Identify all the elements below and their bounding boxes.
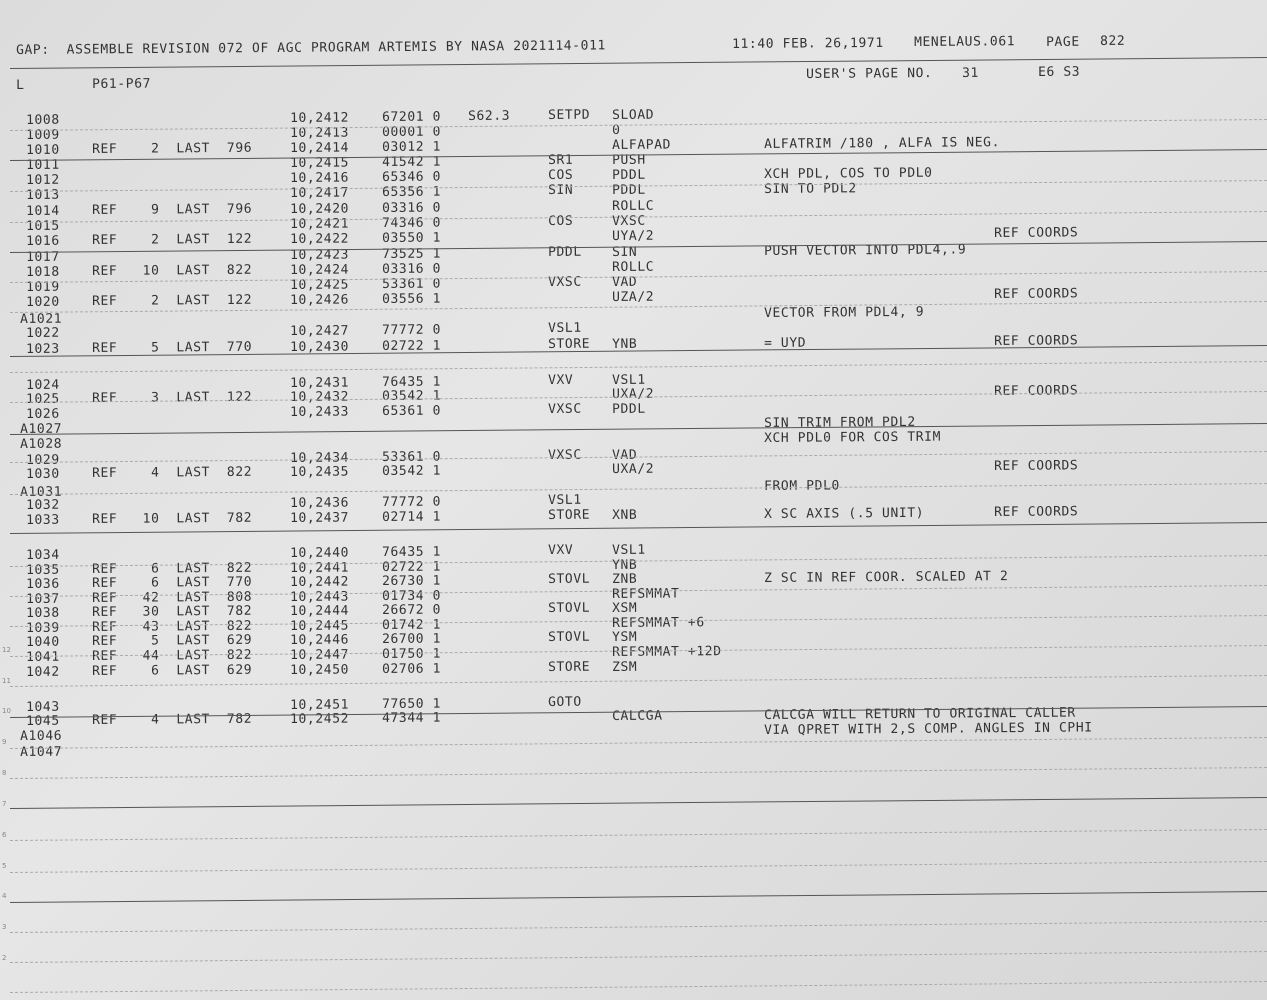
row-opcode: SETPD bbox=[547, 107, 591, 124]
faint-ruled-line bbox=[10, 861, 1267, 873]
listing-site: MENELAUS.061 bbox=[913, 34, 1016, 50]
row-line-number: 1022 bbox=[25, 325, 60, 341]
row-comment: SIN TRIM FROM PDL2 bbox=[763, 414, 916, 431]
row-octal-word: 01750 1 bbox=[381, 646, 442, 662]
row-operand: VAD bbox=[611, 274, 638, 290]
row-ref: REF 44 LAST 822 bbox=[91, 647, 253, 665]
row-address: 10,2437 bbox=[289, 510, 350, 526]
row-opcode: VSL1 bbox=[547, 321, 582, 337]
row-operand: PDDL bbox=[611, 401, 646, 417]
row-line-number: A1027 bbox=[19, 421, 63, 437]
row-octal-word: 53361 0 bbox=[381, 276, 442, 292]
margin-tick: 9 bbox=[2, 738, 7, 746]
row-line-number: A1046 bbox=[19, 728, 63, 744]
row-line-number: 1042 bbox=[25, 664, 60, 680]
faint-ruled-line bbox=[10, 981, 1267, 993]
row-octal-word: 65361 0 bbox=[381, 403, 442, 419]
margin-tick: 2 bbox=[2, 954, 7, 962]
row-line-number: 1014 bbox=[25, 203, 60, 219]
row-operand: VSL1 bbox=[611, 372, 646, 388]
row-opcode: STORE bbox=[547, 336, 591, 353]
row-opcode: VXSC bbox=[547, 448, 582, 464]
row-address: 10,2420 bbox=[289, 201, 350, 217]
row-address: 10,2414 bbox=[289, 140, 350, 156]
row-octal-word: 74346 0 bbox=[381, 215, 442, 231]
row-octal-word: 03542 1 bbox=[381, 463, 442, 479]
row-opcode: STORE bbox=[547, 507, 591, 524]
row-ref: REF 3 LAST 122 bbox=[91, 389, 253, 407]
row-octal-word: 02706 1 bbox=[381, 661, 442, 677]
row-address: 10,2445 bbox=[289, 618, 350, 634]
row-line-number: 1038 bbox=[25, 605, 60, 621]
row-ref: REF 6 LAST 629 bbox=[91, 662, 253, 680]
row-comment: XCH PDL, COS TO PDL0 bbox=[763, 165, 933, 182]
row-address: 10,2442 bbox=[289, 574, 350, 590]
row-ref: REF 5 LAST 770 bbox=[91, 339, 253, 357]
row-address: 10,2432 bbox=[289, 389, 350, 405]
row-operand: PDDL bbox=[611, 182, 646, 198]
faint-ruled-line bbox=[10, 483, 1267, 495]
row-line-number: 1026 bbox=[25, 406, 60, 422]
row-operand: VXSC bbox=[611, 213, 646, 229]
margin-tick: 10 bbox=[2, 707, 11, 715]
margin-tick: 8 bbox=[2, 769, 7, 777]
row-operand: ALFAPAD bbox=[611, 137, 672, 153]
row-line-number: 1025 bbox=[25, 391, 60, 407]
row-opcode: VXSC bbox=[547, 275, 582, 291]
row-operand: ZNB bbox=[611, 571, 638, 587]
row-address: 10,2423 bbox=[289, 247, 350, 263]
row-comment: = UYD bbox=[763, 335, 807, 351]
row-octal-word: 65346 0 bbox=[381, 169, 442, 185]
row-opcode: VSL1 bbox=[547, 493, 582, 509]
row-line-number: 1024 bbox=[25, 377, 60, 393]
row-octal-word: 77650 1 bbox=[381, 696, 442, 712]
row-octal-word: 03556 1 bbox=[381, 291, 442, 307]
row-address: 10,2422 bbox=[289, 231, 350, 247]
row-line-number: A1028 bbox=[19, 436, 63, 452]
margin-tick: 7 bbox=[2, 800, 7, 808]
row-ref-coords: REF COORDS bbox=[993, 457, 1079, 474]
row-ref: REF 6 LAST 770 bbox=[91, 574, 253, 592]
row-octal-word: 76435 1 bbox=[381, 374, 442, 390]
row-line-number: 1043 bbox=[25, 699, 60, 715]
row-operand: CALCGA bbox=[611, 708, 663, 724]
margin-tick: 11 bbox=[2, 677, 11, 685]
row-address: 10,2431 bbox=[289, 375, 350, 391]
row-operand: YNB bbox=[611, 557, 638, 573]
row-line-number: 1023 bbox=[25, 341, 60, 357]
row-line-number: 1040 bbox=[25, 634, 60, 650]
row-ref: REF 5 LAST 629 bbox=[91, 632, 253, 650]
row-octal-word: 73525 1 bbox=[381, 246, 442, 262]
row-line-number: A1021 bbox=[19, 311, 63, 327]
program-section: P61-P67 bbox=[91, 76, 152, 92]
row-opcode: STOVL bbox=[547, 629, 591, 646]
row-operand: ROLLC bbox=[611, 198, 655, 214]
row-comment: XCH PDL0 FOR COS TRIM bbox=[763, 429, 942, 446]
row-opcode: STOVL bbox=[547, 571, 591, 588]
page-label: PAGE bbox=[1045, 34, 1080, 50]
row-octal-word: 67201 0 bbox=[381, 109, 442, 125]
row-address: 10,2452 bbox=[289, 711, 350, 727]
row-comment: Z SC IN REF COOR. SCALED AT 2 bbox=[763, 568, 1009, 586]
row-operand: PDDL bbox=[611, 167, 646, 183]
row-opcode: SR1 bbox=[547, 153, 574, 169]
row-octal-word: 00001 0 bbox=[381, 124, 442, 140]
row-opcode: VXV bbox=[547, 373, 574, 389]
row-line-number: 1009 bbox=[25, 127, 60, 143]
row-address: 10,2433 bbox=[289, 404, 350, 420]
row-ref: REF 2 LAST 796 bbox=[91, 140, 253, 158]
row-address: 10,2424 bbox=[289, 262, 350, 278]
page-number: 822 bbox=[1099, 33, 1126, 49]
row-comment: CALCGA WILL RETURN TO ORIGINAL CALLER bbox=[763, 705, 1076, 723]
row-operand: REFSMMAT +6 bbox=[611, 615, 705, 631]
row-line-number: 1012 bbox=[25, 172, 60, 188]
row-line-number: 1039 bbox=[25, 620, 60, 636]
row-ref-coords: REF COORDS bbox=[993, 503, 1079, 520]
row-opcode: GOTO bbox=[547, 695, 582, 711]
row-ref: REF 43 LAST 822 bbox=[91, 618, 253, 636]
row-operand: VSL1 bbox=[611, 542, 646, 558]
row-octal-word: 01734 0 bbox=[381, 588, 442, 604]
row-octal-word: 26672 0 bbox=[381, 602, 442, 618]
row-operand: XNB bbox=[611, 507, 638, 523]
row-octal-word: 47344 1 bbox=[381, 710, 442, 726]
row-address: 10,2421 bbox=[289, 216, 350, 232]
row-opcode: STORE bbox=[547, 659, 591, 676]
row-line-number: 1017 bbox=[25, 249, 60, 265]
row-octal-word: 03012 1 bbox=[381, 139, 442, 155]
row-octal-word: 53361 0 bbox=[381, 449, 442, 465]
row-ref: REF 2 LAST 122 bbox=[91, 231, 253, 249]
row-ref: REF 4 LAST 782 bbox=[91, 711, 253, 729]
row-ref-coords: REF COORDS bbox=[993, 224, 1079, 241]
row-address: 10,2451 bbox=[289, 697, 350, 713]
row-octal-word: 02722 1 bbox=[381, 338, 442, 354]
row-opcode: COS bbox=[547, 168, 574, 184]
row-comment: FROM PDL0 bbox=[763, 477, 840, 494]
row-line-number: 1029 bbox=[25, 452, 60, 468]
row-octal-word: 26730 1 bbox=[381, 573, 442, 589]
row-address: 10,2440 bbox=[289, 545, 350, 561]
faint-ruled-line bbox=[10, 767, 1267, 779]
row-opcode: SIN bbox=[547, 183, 574, 199]
row-octal-word: 02714 1 bbox=[381, 509, 442, 525]
row-ref-coords: REF COORDS bbox=[993, 332, 1079, 349]
row-ref: REF 2 LAST 122 bbox=[91, 292, 253, 310]
row-address: 10,2436 bbox=[289, 495, 350, 511]
row-octal-word: 02722 1 bbox=[381, 559, 442, 575]
row-operand: YNB bbox=[611, 336, 638, 352]
row-operand: REFSMMAT bbox=[611, 586, 680, 602]
faint-ruled-line bbox=[10, 361, 1267, 373]
row-address: 10,2415 bbox=[289, 155, 350, 171]
row-address: 10,2434 bbox=[289, 450, 350, 466]
listing-mode: L bbox=[15, 77, 25, 93]
row-octal-word: 26700 1 bbox=[381, 631, 442, 647]
margin-tick: 5 bbox=[2, 862, 7, 870]
row-octal-word: 41542 1 bbox=[381, 154, 442, 170]
row-address: 10,2441 bbox=[289, 560, 350, 576]
row-line-number: 1013 bbox=[25, 187, 60, 203]
row-address: 10,2446 bbox=[289, 632, 350, 648]
ruled-line bbox=[10, 797, 1267, 809]
row-ref: REF 10 LAST 822 bbox=[91, 262, 253, 280]
row-opcode: VXSC bbox=[547, 402, 582, 418]
row-address: 10,2450 bbox=[289, 662, 350, 678]
row-comment: PUSH VECTOR INTO PDL4,.9 bbox=[763, 241, 967, 259]
row-line-number: 1020 bbox=[25, 294, 60, 310]
row-line-number: 1041 bbox=[25, 649, 60, 665]
row-opcode: COS bbox=[547, 214, 574, 230]
row-operand: UXA/2 bbox=[611, 461, 655, 477]
row-address: 10,2413 bbox=[289, 125, 350, 141]
row-operand: 0 bbox=[611, 122, 621, 138]
row-address: 10,2427 bbox=[289, 323, 350, 339]
faint-ruled-line bbox=[10, 829, 1267, 841]
row-address: 10,2447 bbox=[289, 647, 350, 663]
row-opcode: STOVL bbox=[547, 600, 591, 617]
row-line-number: 1008 bbox=[25, 112, 60, 128]
listing-code: E6 S3 bbox=[1037, 64, 1081, 80]
row-address: 10,2417 bbox=[289, 185, 350, 201]
row-line-number: 1035 bbox=[25, 562, 60, 578]
row-line-number: 1015 bbox=[25, 218, 60, 234]
row-line-number: 1030 bbox=[25, 466, 60, 482]
row-address: 10,2426 bbox=[289, 292, 350, 308]
row-comment: ALFATRIM /180 , ALFA IS NEG. bbox=[763, 134, 1001, 152]
row-operand: YSM bbox=[611, 629, 638, 645]
row-address: 10,2435 bbox=[289, 464, 350, 480]
row-address: 10,2425 bbox=[289, 277, 350, 293]
ruled-line bbox=[10, 891, 1267, 903]
margin-tick: 4 bbox=[2, 892, 7, 900]
row-line-number: 1037 bbox=[25, 591, 60, 607]
margin-tick: 6 bbox=[2, 831, 7, 839]
listing-time-date: 11:40 FEB. 26,1971 bbox=[731, 35, 884, 52]
row-octal-word: 77772 0 bbox=[381, 494, 442, 510]
row-line-number: 1011 bbox=[25, 157, 60, 173]
faint-ruled-line bbox=[10, 951, 1267, 963]
faint-ruled-line bbox=[10, 737, 1267, 749]
row-comment: X SC AXIS (.5 UNIT) bbox=[763, 505, 925, 522]
row-line-number: 1033 bbox=[25, 512, 60, 528]
row-operand: UZA/2 bbox=[611, 289, 655, 305]
row-operand: UYA/2 bbox=[611, 228, 655, 244]
margin-tick: 3 bbox=[2, 923, 7, 931]
row-line-number: 1032 bbox=[25, 497, 60, 513]
row-octal-word: 77772 0 bbox=[381, 322, 442, 338]
row-ref-coords: REF COORDS bbox=[993, 382, 1079, 399]
row-line-number: 1018 bbox=[25, 264, 60, 280]
row-address: 10,2443 bbox=[289, 589, 350, 605]
row-symbol: S62.3 bbox=[467, 108, 511, 125]
row-operand: ZSM bbox=[611, 659, 638, 675]
row-octal-word: 76435 1 bbox=[381, 544, 442, 560]
row-octal-word: 03316 0 bbox=[381, 200, 442, 216]
row-comment: VIA QPRET WITH 2,S COMP. ANGLES IN CPHI bbox=[763, 719, 1093, 738]
row-opcode: PDDL bbox=[547, 245, 582, 261]
row-operand: ROLLC bbox=[611, 259, 655, 275]
row-address: 10,2416 bbox=[289, 170, 350, 186]
ruled-line bbox=[10, 423, 1267, 435]
row-operand: REFSMMAT +12D bbox=[611, 643, 722, 660]
row-comment: SIN TO PDL2 bbox=[763, 180, 857, 197]
row-ref: REF 4 LAST 822 bbox=[91, 464, 253, 482]
row-operand: SLOAD bbox=[611, 107, 655, 123]
row-address: 10,2444 bbox=[289, 603, 350, 619]
users-page-label: USER'S PAGE NO. bbox=[805, 66, 933, 82]
row-line-number: 1045 bbox=[25, 713, 60, 729]
row-octal-word: 03550 1 bbox=[381, 230, 442, 246]
users-page-number: 31 bbox=[961, 65, 979, 81]
row-line-number: A1031 bbox=[19, 484, 63, 500]
row-comment: VECTOR FROM PDL4, 9 bbox=[763, 304, 925, 321]
row-opcode: VXV bbox=[547, 543, 574, 559]
row-octal-word: 65356 1 bbox=[381, 184, 442, 200]
row-ref: REF 30 LAST 782 bbox=[91, 603, 253, 621]
row-ref-coords: REF COORDS bbox=[993, 285, 1079, 302]
row-operand: SIN bbox=[611, 244, 638, 260]
row-line-number: 1019 bbox=[25, 279, 60, 295]
row-octal-word: 03542 1 bbox=[381, 388, 442, 404]
row-ref: REF 6 LAST 822 bbox=[91, 560, 253, 578]
row-octal-word: 03316 0 bbox=[381, 261, 442, 277]
row-address: 10,2412 bbox=[289, 110, 350, 126]
row-line-number: 1034 bbox=[25, 547, 60, 563]
faint-ruled-line bbox=[10, 921, 1267, 933]
row-ref: REF 10 LAST 782 bbox=[91, 510, 253, 528]
margin-tick: 12 bbox=[2, 646, 11, 654]
row-line-number: 1016 bbox=[25, 233, 60, 249]
row-line-number: 1010 bbox=[25, 142, 60, 158]
row-operand: PUSH bbox=[611, 152, 646, 168]
row-line-number: 1036 bbox=[25, 576, 60, 592]
row-ref: REF 42 LAST 808 bbox=[91, 589, 253, 607]
row-address: 10,2430 bbox=[289, 339, 350, 355]
row-line-number: A1047 bbox=[19, 744, 63, 760]
row-operand: UXA/2 bbox=[611, 386, 655, 402]
row-octal-word: 01742 1 bbox=[381, 617, 442, 633]
listing-title: GAP: ASSEMBLE REVISION 072 OF AGC PROGRAM ARTEMIS BY NASA 2021114-011 bbox=[15, 38, 606, 58]
row-operand: XSM bbox=[611, 600, 638, 616]
row-ref: REF 9 LAST 796 bbox=[91, 201, 253, 219]
row-operand: VAD bbox=[611, 447, 638, 463]
